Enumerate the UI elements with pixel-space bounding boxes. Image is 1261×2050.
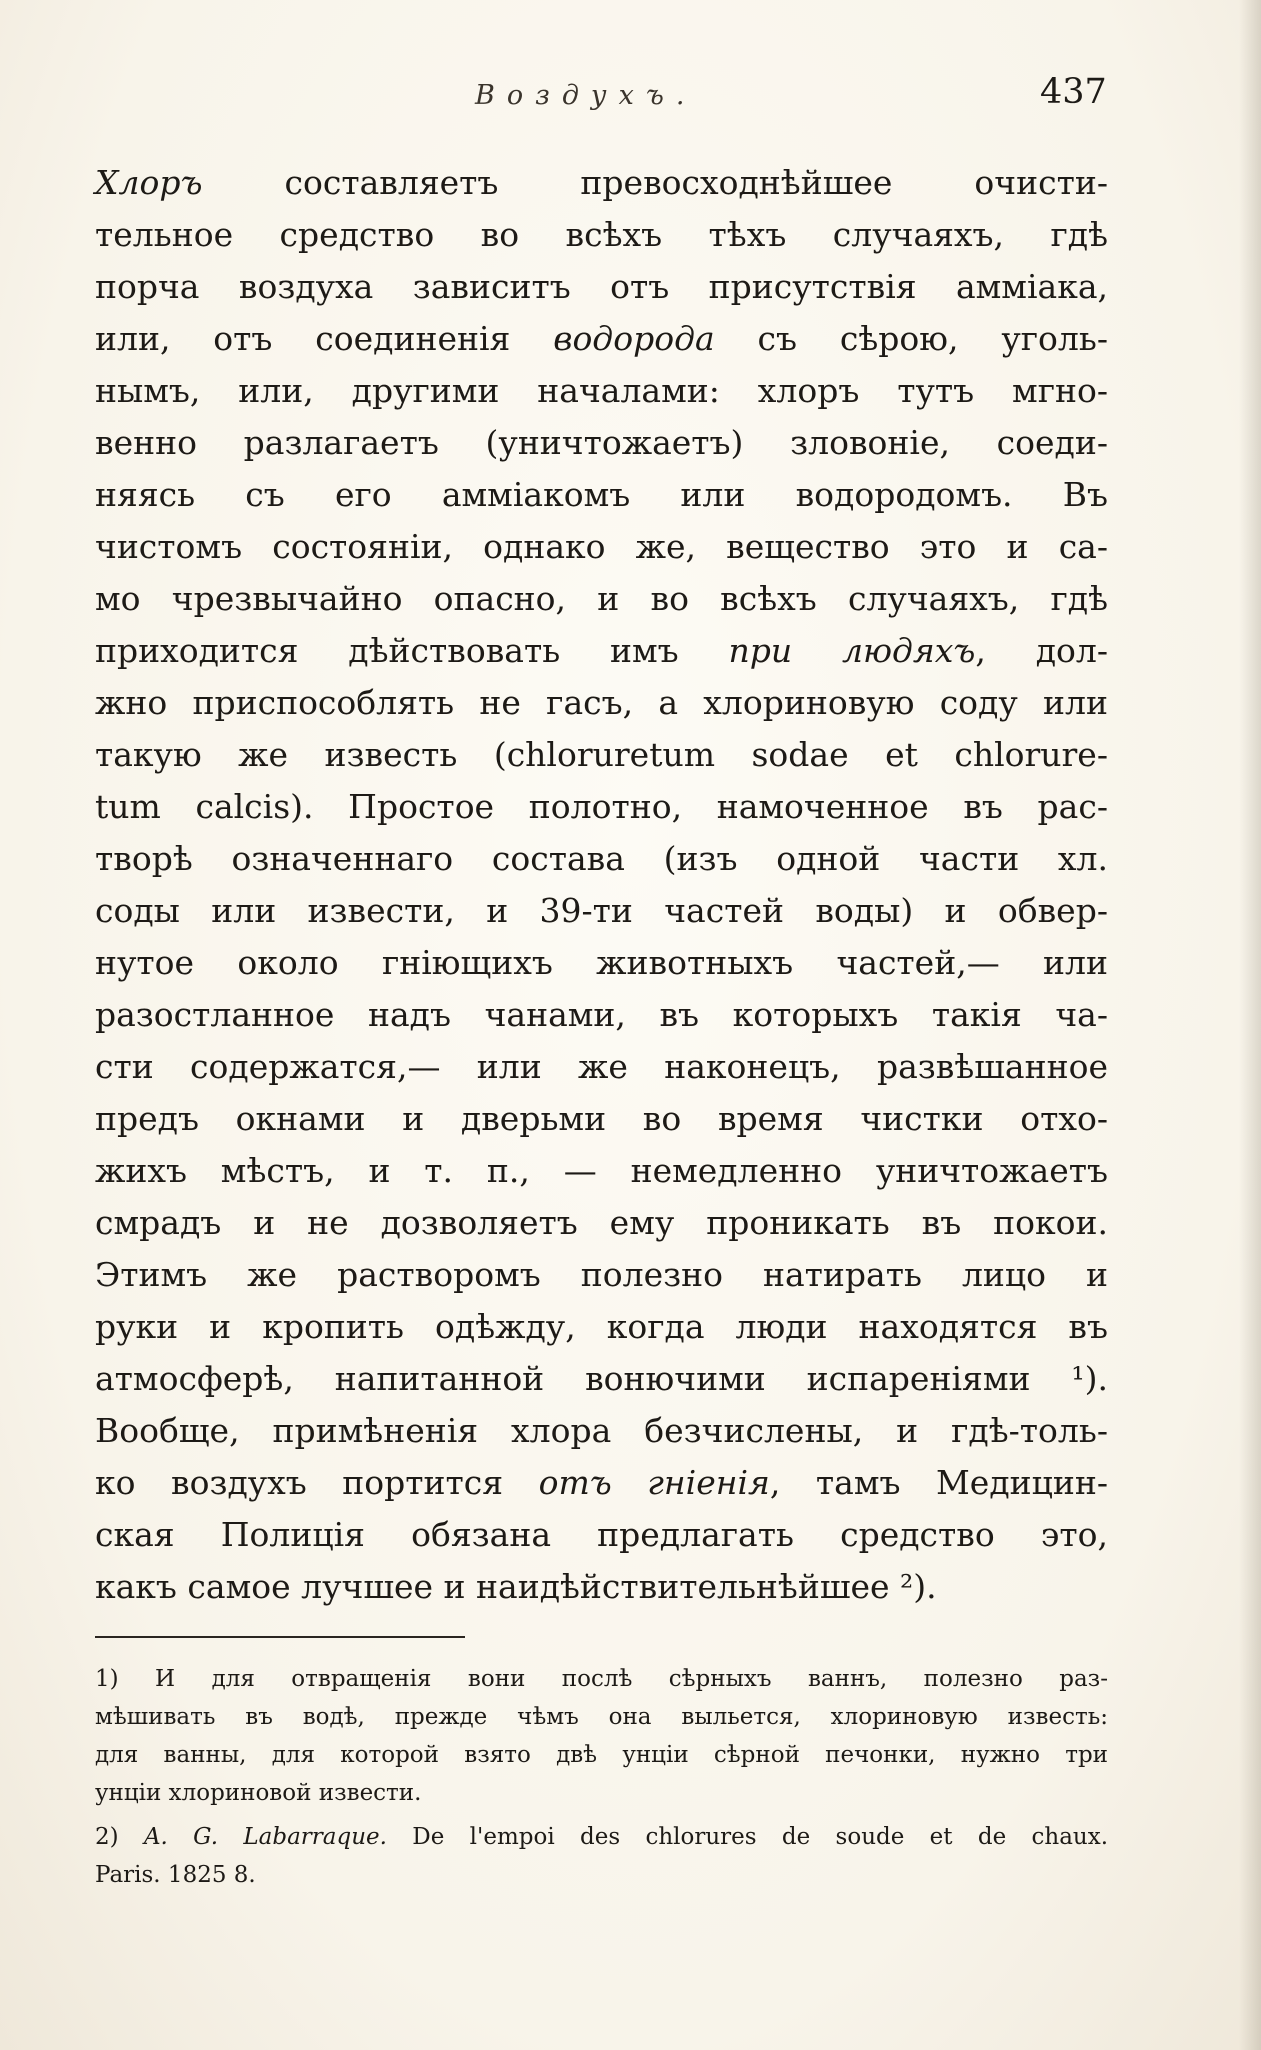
text-line	[95, 677, 1108, 729]
footnote-line-pre: для ванны, для которой взято двѣ унціи сѣрной печонки, нужно три	[95, 1742, 1108, 1768]
text-line-post: составляетъ превосходнѣйшее очисти-	[202, 163, 1108, 202]
text-line	[95, 625, 1108, 677]
text-line-pre: руки и кропить одѣжду, когда люди находятся въ	[95, 1307, 1108, 1346]
footnote-rule	[95, 1636, 465, 1638]
text-line-pre: Вообще, примѣненія хлора безчислены, и гдѣ-толь-	[95, 1411, 1108, 1450]
text-line-pre: няясь съ его амміакомъ или водородомъ. Въ	[95, 475, 1108, 514]
text-line	[95, 1301, 1108, 1353]
text-line-pre: ко воздухъ портится	[95, 1463, 539, 1502]
text-line-post: , дол-	[975, 631, 1109, 670]
text-line-pre: Этимъ же растворомъ полезно натирать лицо и	[95, 1255, 1108, 1294]
text-line-pre: предъ окнами и дверьми во время чистки отхо-	[95, 1099, 1108, 1138]
text-line	[95, 1561, 1108, 1613]
page-edge-shadow	[1239, 0, 1261, 2050]
text-line	[95, 1041, 1108, 1093]
text-line	[95, 729, 1108, 781]
text-line	[95, 365, 1108, 417]
text-line-pre: какъ самое лучшее и наидѣйствительнѣйшее ²).	[95, 1567, 937, 1606]
text-line-pre: tum calcis). Простое полотно, намоченное въ рас-	[95, 787, 1108, 826]
text-line	[95, 1509, 1108, 1561]
running-head	[0, 72, 1261, 118]
text-line-pre: творѣ означеннаго состава (изъ одной части хл.	[95, 839, 1108, 878]
text-line-pre: приходится дѣйствовать имъ	[95, 631, 729, 670]
footnote-line	[95, 1774, 1108, 1812]
text-line	[95, 1353, 1108, 1405]
text-line-post: , тамъ Медицин-	[769, 1463, 1108, 1502]
text-line-post: съ сѣрою, уголь-	[714, 319, 1108, 358]
text-line-pre: нымъ, или, другими началами: хлоръ тутъ мгно-	[95, 371, 1108, 410]
footnote-1	[95, 1660, 1108, 1812]
text-line	[95, 261, 1108, 313]
text-line	[95, 521, 1108, 573]
text-line	[95, 1405, 1108, 1457]
text-line-it: отъ гніенія	[538, 1463, 770, 1502]
text-line-pre: или, отъ соединенія	[95, 319, 554, 358]
text-line	[95, 209, 1108, 261]
text-line	[95, 885, 1108, 937]
text-line	[95, 417, 1108, 469]
text-line-pre: сти содержатся,— или же наконецъ, развѣшанное	[95, 1047, 1108, 1086]
footnotes	[95, 1660, 1108, 1894]
footnote-line-pre: мѣшивать въ водѣ, прежде чѣмъ она выльется, хлориновую известь:	[95, 1704, 1108, 1730]
text-line	[95, 1093, 1108, 1145]
footnote-line-pre: 1) И для отвращенія вони послѣ сѣрныхъ ваннъ, полезно раз-	[95, 1666, 1108, 1692]
footnote-line	[95, 1660, 1108, 1698]
text-line	[95, 313, 1108, 365]
footnote-line	[95, 1736, 1108, 1774]
text-line	[95, 469, 1108, 521]
text-line-pre: венно разлагаетъ (уничтожаетъ) зловоніе, соеди-	[95, 423, 1108, 462]
page-number: 437	[1040, 72, 1107, 112]
text-line-pre: жихъ мѣстъ, и т. п., — немедленно уничтожаетъ	[95, 1151, 1108, 1190]
text-line	[95, 1145, 1108, 1197]
running-title: Воздухъ.	[475, 80, 697, 111]
footnote-line	[95, 1856, 1108, 1894]
footnote-line	[95, 1698, 1108, 1736]
footnote-line-it: A. G. Labarraque.	[143, 1824, 387, 1850]
text-line-it: при людяхъ	[728, 631, 976, 670]
text-line-pre: порча воздуха зависитъ отъ присутствія амміака,	[95, 267, 1108, 306]
text-line	[95, 1197, 1108, 1249]
text-line-it: водорода	[553, 319, 715, 358]
text-line-pre: чистомъ состояніи, однако же, вещество это и са-	[95, 527, 1108, 566]
text-line-pre: жно приспособлять не гасъ, а хлориновую соду или	[95, 683, 1108, 722]
footnote-line	[95, 1818, 1108, 1856]
text-line	[95, 833, 1108, 885]
text-line	[95, 1457, 1108, 1509]
footnote-line-pre: 2)	[95, 1824, 144, 1850]
footnote-line-pre: унціи хлориновой извести.	[95, 1780, 422, 1806]
text-line	[95, 157, 1108, 209]
text-line	[95, 937, 1108, 989]
footnote-2	[95, 1818, 1108, 1894]
text-line-pre: смрадъ и не дозволяетъ ему проникать въ покои.	[95, 1203, 1108, 1242]
text-line-pre: разостланное надъ чанами, въ которыхъ такія ча-	[95, 995, 1108, 1034]
text-line-pre: нутое около гніющихъ животныхъ частей,— или	[95, 943, 1108, 982]
text-line-pre: соды или извести, и 39-ти частей воды) и обвер-	[95, 891, 1108, 930]
text-line	[95, 989, 1108, 1041]
text-line	[95, 781, 1108, 833]
text-line-it: Хлоръ	[95, 163, 203, 202]
text-line-pre: ская Полиція обязана предлагать средство это,	[95, 1515, 1108, 1554]
body-text	[95, 157, 1108, 1613]
text-line-pre: атмосферѣ, напитанной вонючими испареніями ¹).	[95, 1359, 1108, 1398]
footnote-line-pre: Paris. 1825 8.	[95, 1862, 256, 1888]
text-line	[95, 573, 1108, 625]
text-line-pre: тельное средство во всѣхъ тѣхъ случаяхъ, гдѣ	[95, 215, 1108, 254]
text-line-pre: мо чрезвычайно опасно, и во всѣхъ случаяхъ, гдѣ	[95, 579, 1108, 618]
footnote-line-post: De l'empoi des chlorures de soude et de chaux.	[386, 1824, 1108, 1850]
text-line-pre: такую же известь (chloruretum sodae et chlorure-	[95, 735, 1108, 774]
text-line	[95, 1249, 1108, 1301]
